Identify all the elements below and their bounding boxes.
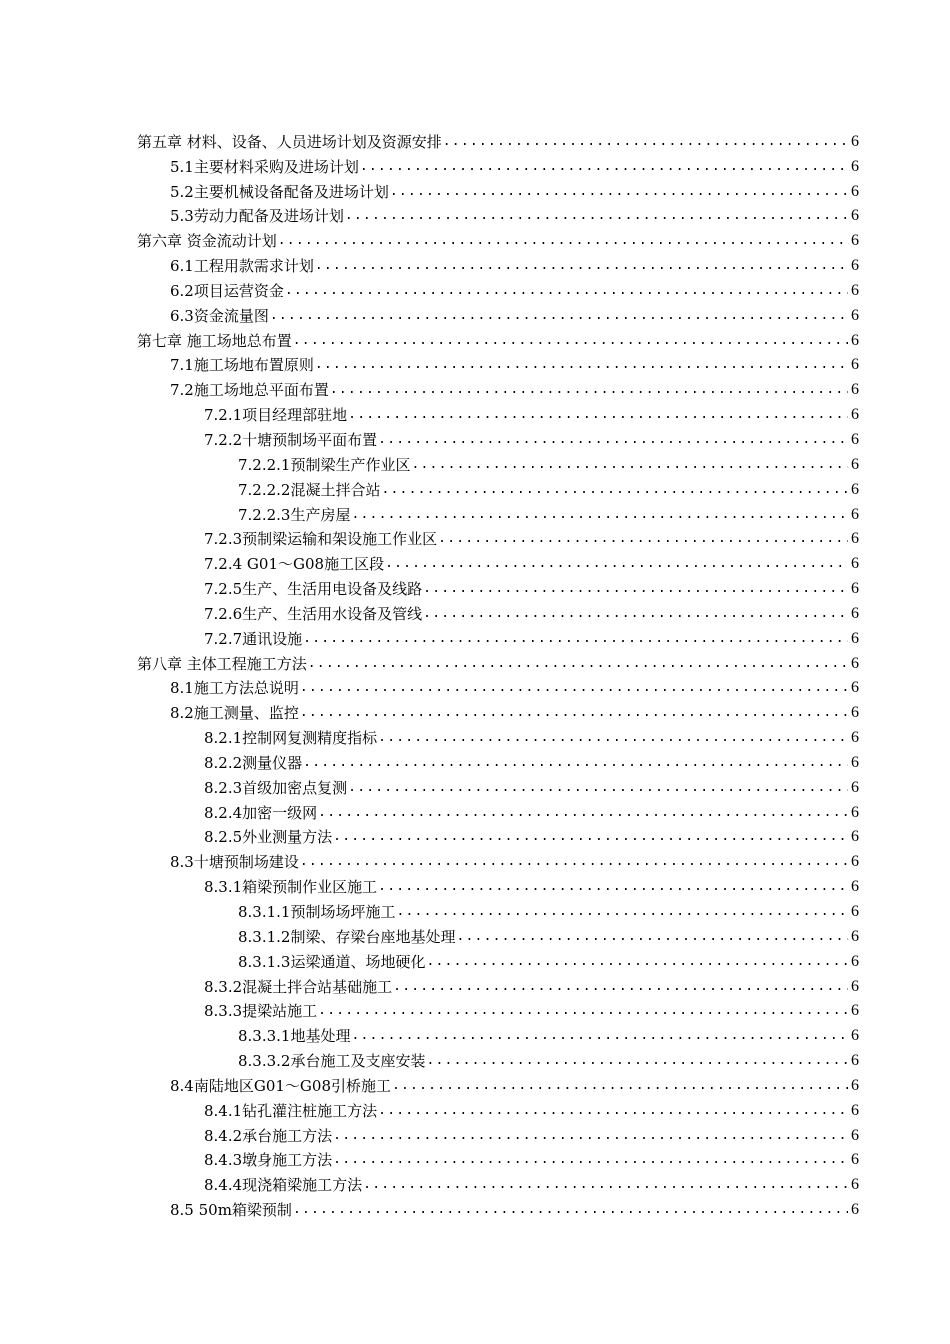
toc-entry[interactable] bbox=[137, 1170, 859, 1195]
toc-entry-page-number: 6 bbox=[851, 480, 859, 498]
toc-entry-page-number: 6 bbox=[851, 629, 859, 647]
toc-entry[interactable] bbox=[137, 500, 859, 525]
toc-entry-title: 5.2主要机械设备配备及进场计划 bbox=[170, 182, 389, 201]
dot-leader bbox=[378, 728, 848, 748]
toc-entry[interactable] bbox=[137, 649, 859, 674]
dot-leader bbox=[456, 927, 848, 947]
toc-entry[interactable] bbox=[137, 897, 859, 922]
toc-entry[interactable] bbox=[137, 549, 859, 574]
toc-entry-page-number: 6 bbox=[851, 952, 859, 970]
toc-entry-title: 8.3.2混凝土拌合站基础施工 bbox=[204, 977, 393, 996]
dot-leader bbox=[443, 132, 848, 152]
toc-entry-page-number: 6 bbox=[851, 1176, 859, 1194]
toc-entry-title: 8.4.4现浇箱梁施工方法 bbox=[204, 1176, 363, 1195]
toc-entry[interactable] bbox=[137, 997, 859, 1022]
toc-entry[interactable] bbox=[137, 847, 859, 872]
dot-leader bbox=[345, 206, 848, 226]
toc-entry-title: 8.5 50m箱梁预制 bbox=[170, 1201, 292, 1220]
toc-entry-title: 8.4南陆地区G01～G08引桥施工 bbox=[170, 1076, 391, 1095]
dot-leader bbox=[423, 579, 848, 599]
toc-entry-page-number: 6 bbox=[851, 927, 859, 945]
table-of-contents bbox=[137, 127, 859, 1220]
toc-entry[interactable] bbox=[137, 202, 859, 227]
toc-entry-title: 7.2.4 G01～G08施工区段 bbox=[204, 555, 385, 574]
dot-leader bbox=[378, 877, 848, 897]
toc-entry-page-number: 6 bbox=[851, 331, 859, 349]
dot-leader bbox=[278, 231, 848, 251]
toc-entry-title: 7.2.2十塘预制场平面布置 bbox=[204, 430, 378, 449]
dot-leader bbox=[315, 355, 848, 375]
dot-leader bbox=[315, 256, 848, 276]
toc-entry-page-number: 6 bbox=[851, 853, 859, 871]
toc-entry-page-number: 6 bbox=[851, 654, 859, 672]
toc-entry[interactable] bbox=[137, 773, 859, 798]
toc-entry-page-number: 6 bbox=[851, 753, 859, 771]
dot-leader bbox=[293, 1200, 848, 1220]
toc-entry[interactable] bbox=[137, 450, 859, 475]
dot-leader bbox=[285, 281, 848, 301]
dot-leader bbox=[333, 1126, 848, 1146]
toc-entry-title: 8.2.4加密一级网 bbox=[204, 803, 318, 822]
toc-entry[interactable] bbox=[137, 1021, 859, 1046]
toc-entry-title: 8.3十塘预制场建设 bbox=[170, 853, 299, 872]
dot-leader bbox=[300, 703, 848, 723]
toc-entry-title: 8.2.1控制网复测精度指标 bbox=[204, 729, 378, 748]
toc-entry[interactable] bbox=[137, 574, 859, 599]
toc-entry-page-number: 6 bbox=[851, 778, 859, 796]
toc-entry-page-number: 6 bbox=[851, 729, 859, 747]
toc-entry-page-number: 6 bbox=[851, 828, 859, 846]
toc-entry-title: 7.2.1项目经理部驻地 bbox=[204, 406, 348, 425]
dot-leader bbox=[360, 157, 848, 177]
toc-entry-page-number: 6 bbox=[851, 604, 859, 622]
dot-leader bbox=[363, 1175, 848, 1195]
toc-entry[interactable] bbox=[137, 1121, 859, 1146]
dot-leader bbox=[300, 852, 848, 872]
toc-entry-page-number: 6 bbox=[851, 878, 859, 896]
toc-entry-title: 7.2.2.2混凝土拌合站 bbox=[238, 480, 381, 499]
toc-entry-title: 7.2.2.1预制梁生产作业区 bbox=[238, 455, 411, 474]
toc-entry[interactable] bbox=[137, 723, 859, 748]
toc-entry[interactable] bbox=[137, 525, 859, 550]
toc-entry-title: 7.2.5生产、生活用电设备及线路 bbox=[204, 580, 423, 599]
toc-entry[interactable] bbox=[137, 276, 859, 301]
dot-leader bbox=[330, 380, 848, 400]
dot-leader bbox=[303, 753, 848, 773]
toc-entry-title: 6.3资金流量图 bbox=[170, 306, 269, 325]
toc-entry[interactable] bbox=[137, 947, 859, 972]
dot-leader bbox=[392, 1076, 848, 1096]
toc-entry[interactable] bbox=[137, 922, 859, 947]
toc-entry-title: 7.2.6生产、生活用水设备及管线 bbox=[204, 604, 423, 623]
dot-leader bbox=[351, 1026, 848, 1046]
dot-leader bbox=[385, 554, 848, 574]
toc-entry[interactable] bbox=[137, 425, 859, 450]
toc-entry-title: 8.2.2测量仪器 bbox=[204, 753, 303, 772]
toc-entry-title: 8.2.5外业测量方法 bbox=[204, 828, 333, 847]
toc-entry-page-number: 6 bbox=[851, 207, 859, 225]
dot-leader bbox=[348, 778, 848, 798]
toc-entry-page-number: 6 bbox=[851, 977, 859, 995]
toc-entry-page-number: 6 bbox=[851, 306, 859, 324]
toc-entry-page-number: 6 bbox=[851, 356, 859, 374]
toc-entry-title: 8.1施工方法总说明 bbox=[170, 679, 299, 698]
toc-entry-title: 第六章 资金流动计划 bbox=[137, 232, 277, 251]
toc-entry-page-number: 6 bbox=[851, 406, 859, 424]
toc-entry-title: 7.1施工场地布置原则 bbox=[170, 356, 314, 375]
toc-entry-page-number: 6 bbox=[851, 257, 859, 275]
toc-entry-title: 7.2.3预制梁运输和架设施工作业区 bbox=[204, 530, 438, 549]
toc-entry-title: 8.4.3墩身施工方法 bbox=[204, 1151, 333, 1170]
toc-entry-page-number: 6 bbox=[851, 381, 859, 399]
toc-entry-title: 8.3.3.1地基处理 bbox=[238, 1027, 351, 1046]
toc-entry[interactable] bbox=[137, 1195, 859, 1220]
toc-entry-page-number: 6 bbox=[851, 530, 859, 548]
toc-entry[interactable] bbox=[137, 326, 859, 351]
toc-entry-title: 5.3劳动力配备及进场计划 bbox=[170, 207, 344, 226]
dot-leader bbox=[426, 1051, 848, 1071]
toc-entry-page-number: 6 bbox=[851, 903, 859, 920]
toc-entry-page-number: 6 bbox=[851, 132, 859, 150]
toc-entry-title: 8.3.3提梁站施工 bbox=[204, 1002, 318, 1021]
toc-entry-page-number: 6 bbox=[851, 679, 859, 697]
toc-entry-title: 8.2.3首级加密点复测 bbox=[204, 778, 348, 797]
toc-entry-title: 7.2施工场地总平面布置 bbox=[170, 381, 329, 400]
toc-entry[interactable] bbox=[137, 1146, 859, 1171]
dot-leader bbox=[378, 430, 848, 450]
toc-entry-page-number: 6 bbox=[851, 232, 859, 250]
toc-entry-page-number: 6 bbox=[851, 704, 859, 722]
toc-entry-page-number: 6 bbox=[851, 1126, 859, 1144]
toc-entry-page-number: 6 bbox=[851, 555, 859, 573]
toc-entry[interactable] bbox=[137, 301, 859, 326]
toc-entry-title: 8.4.1钻孔灌注桩施工方法 bbox=[204, 1101, 378, 1120]
toc-entry[interactable] bbox=[137, 1071, 859, 1096]
toc-entry[interactable] bbox=[137, 152, 859, 177]
toc-entry[interactable] bbox=[137, 823, 859, 848]
dot-leader bbox=[333, 827, 848, 847]
toc-entry-title: 6.1工程用款需求计划 bbox=[170, 257, 314, 276]
toc-entry[interactable] bbox=[137, 375, 859, 400]
toc-entry-page-number: 6 bbox=[851, 1151, 859, 1169]
toc-entry-title: 8.3.1.1预制场场坪施工 bbox=[238, 903, 396, 921]
toc-entry[interactable] bbox=[137, 1046, 859, 1071]
toc-entry-title: 5.1主要材料采购及进场计划 bbox=[170, 157, 359, 176]
toc-entry-page-number: 6 bbox=[851, 1002, 859, 1020]
toc-entry-title: 8.3.1.3运梁通道、场地硬化 bbox=[238, 952, 426, 971]
toc-entry[interactable] bbox=[137, 400, 859, 425]
toc-entry-page-number: 6 bbox=[851, 1101, 859, 1119]
dot-leader bbox=[270, 306, 848, 326]
toc-entry[interactable] bbox=[137, 177, 859, 202]
dot-leader bbox=[351, 505, 848, 525]
toc-entry-title: 8.3.3.2承台施工及支座安装 bbox=[238, 1052, 426, 1071]
toc-entry-page-number: 6 bbox=[851, 1201, 859, 1219]
toc-entry-title: 6.2项目运营资金 bbox=[170, 281, 284, 300]
dot-leader bbox=[293, 331, 848, 351]
dot-leader bbox=[318, 1001, 848, 1021]
toc-entry-page-number: 6 bbox=[851, 430, 859, 448]
toc-entry[interactable] bbox=[137, 872, 859, 897]
dot-leader bbox=[333, 1150, 848, 1170]
dot-leader bbox=[303, 629, 848, 649]
toc-entry[interactable] bbox=[137, 674, 859, 699]
dot-leader bbox=[396, 902, 848, 922]
dot-leader bbox=[390, 182, 848, 202]
dot-leader bbox=[378, 1101, 848, 1121]
toc-entry-page-number: 6 bbox=[851, 455, 859, 473]
toc-entry-title: 8.4.2承台施工方法 bbox=[204, 1126, 333, 1145]
toc-entry-page-number: 6 bbox=[851, 1076, 859, 1094]
toc-entry[interactable] bbox=[137, 251, 859, 276]
toc-entry-page-number: 6 bbox=[851, 157, 859, 175]
dot-leader bbox=[381, 480, 848, 500]
toc-entry-title: 第七章 施工场地总布置 bbox=[137, 331, 292, 350]
toc-entry-page-number: 6 bbox=[851, 505, 859, 523]
toc-entry[interactable] bbox=[137, 351, 859, 376]
dot-leader bbox=[411, 455, 848, 475]
toc-entry-page-number: 6 bbox=[851, 281, 859, 299]
dot-leader bbox=[393, 977, 848, 997]
toc-entry-page-number: 6 bbox=[851, 182, 859, 200]
toc-entry-title: 7.2.2.3生产房屋 bbox=[238, 505, 351, 524]
dot-leader bbox=[318, 803, 848, 823]
dot-leader bbox=[348, 405, 848, 425]
toc-entry[interactable] bbox=[137, 226, 859, 251]
dot-leader bbox=[300, 678, 848, 698]
toc-entry[interactable] bbox=[137, 127, 859, 152]
toc-entry-title: 第八章 主体工程施工方法 bbox=[137, 654, 307, 673]
toc-entry[interactable] bbox=[137, 698, 859, 723]
toc-entry-page-number: 6 bbox=[851, 803, 859, 821]
toc-entry[interactable] bbox=[137, 624, 859, 649]
toc-entry[interactable] bbox=[137, 475, 859, 500]
dot-leader bbox=[426, 952, 848, 972]
toc-entry-page-number: 6 bbox=[851, 1052, 859, 1070]
toc-entry-title: 8.2施工测量、监控 bbox=[170, 704, 299, 723]
dot-leader bbox=[438, 529, 848, 549]
toc-entry-title: 8.3.1箱梁预制作业区施工 bbox=[204, 878, 378, 897]
toc-entry-title: 第五章 材料、设备、人员进场计划及资源安排 bbox=[137, 132, 442, 151]
toc-entry[interactable] bbox=[137, 798, 859, 823]
toc-entry[interactable] bbox=[137, 599, 859, 624]
dot-leader bbox=[308, 654, 848, 674]
toc-entry-page-number: 6 bbox=[851, 1027, 859, 1045]
toc-entry-page-number: 6 bbox=[851, 580, 859, 598]
toc-entry[interactable] bbox=[137, 1096, 859, 1121]
toc-entry[interactable] bbox=[137, 748, 859, 773]
toc-entry-title: 7.2.7通讯设施 bbox=[204, 629, 303, 648]
toc-entry-title: 8.3.1.2制梁、存梁台座地基处理 bbox=[238, 927, 456, 946]
dot-leader bbox=[423, 604, 848, 624]
toc-entry[interactable] bbox=[137, 972, 859, 997]
